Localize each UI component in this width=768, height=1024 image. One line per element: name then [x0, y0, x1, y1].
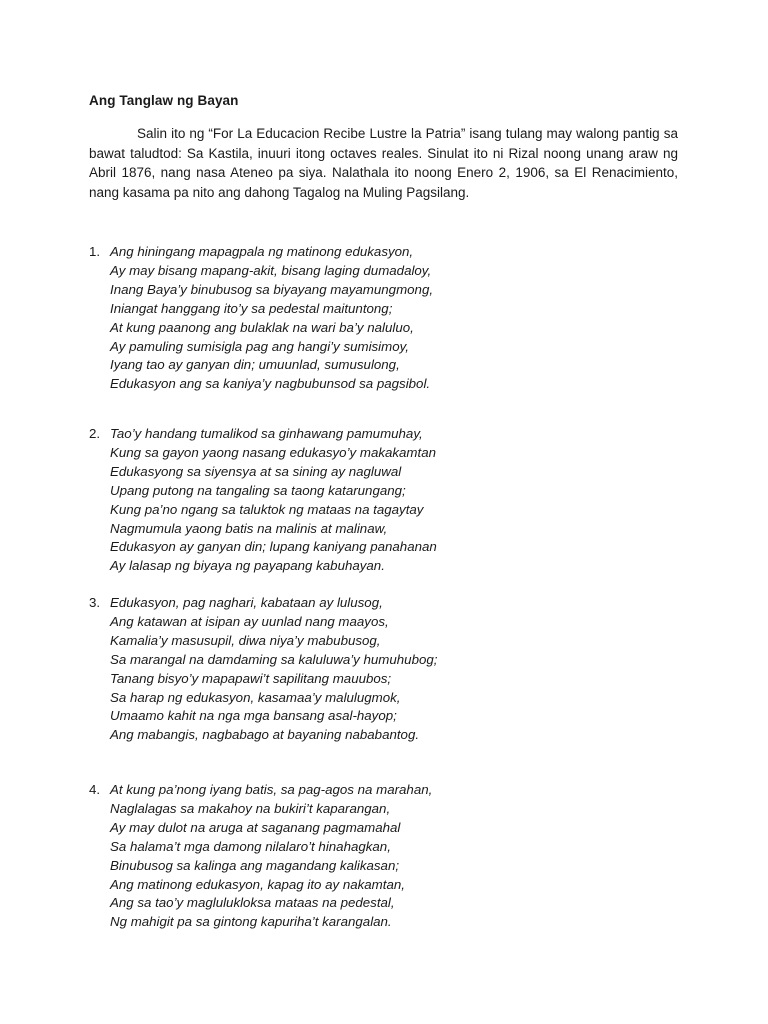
stanza-lines — [110, 243, 689, 394]
stanza-lines — [110, 781, 689, 932]
poem-stanza — [89, 243, 689, 394]
poem-line: Edukasyon ang sa kaniya’y nagbubunsod sa pagsibol. — [110, 376, 431, 392]
poem-line: Ng mahigit pa sa gintong kapuriha’t karangalan. — [110, 914, 392, 930]
stanza-lines — [110, 594, 689, 745]
poem-stanza — [89, 425, 689, 576]
poem-line: Ay lalasap ng biyaya ng payapang kabuhayan. — [110, 558, 385, 574]
poem-line: Kamalia’y masusupil, diwa niya’y mabubusog, — [110, 632, 381, 648]
poem-line: Ay pamuling sumisigla pag ang hangi’y sumisimoy, — [110, 338, 409, 354]
poem-line: Sa halama’t mga damong nilalaro’t hinahagkan, — [110, 838, 391, 854]
stanza-lines — [110, 425, 689, 576]
poem-stanza — [89, 594, 689, 745]
poem-line: Tanang bisyo’y mapapawi’t sapilitang mauubos; — [110, 670, 392, 686]
poem-line: Binubusog sa kalinga ang magandang kalikasan; — [110, 857, 400, 873]
poem-line: Upang putong na tangaling sa taong katarungang; — [110, 482, 406, 498]
stanza-number: 4. — [89, 782, 101, 797]
stanza-number: 2. — [89, 426, 101, 441]
poem-line: At kung pa’nong iyang batis, sa pag-agos na marahan, — [110, 782, 433, 797]
poem-line: Edukasyong sa siyensya at sa sining ay nagluwal — [110, 463, 402, 479]
poem-line: Ang sa tao’y maglulukloksa mataas na pedestal, — [110, 895, 395, 911]
poem-line: Nagmumula yaong batis na malinis at malinaw, — [110, 520, 388, 536]
poem-line: Kung sa gayon yaong nasang edukasyo’y makakamtan — [110, 444, 436, 460]
poem-line: Sa marangal na damdaming sa kaluluwa’y humuhubog; — [110, 651, 438, 667]
poem-line: Ang katawan at isipan ay uunlad nang maayos, — [110, 613, 389, 629]
intro-paragraph: Salin ito ng “For La Educacion Recibe Lustre la Patria” isang tulang may walong pantig sa bawat taludtod: Sa Kastila, inuuri itong octaves reales. Sinulat ito ni Rizal noong unang araw ng Abril 1876, nang nasa Ateneo pa siya. Nalathala ito noong Enero 2, 1906, sa El Renacimiento, nang kasama pa nito ang dahong Tagalog na Muling Pagsilang. — [89, 126, 678, 200]
poem-line: Naglalagas sa makahoy na bukiri’t kaparangan, — [110, 800, 391, 816]
poem-line: Ang matinong edukasyon, kapag ito ay nakamtan, — [110, 876, 405, 892]
poem-line: Tao’y handang tumalikod sa ginhawang pamumuhay, — [110, 426, 423, 441]
poem-line: Ang hiningang mapagpala ng matinong edukasyon, — [110, 244, 414, 259]
poem-line: Sa harap ng edukasyon, kasamaa’y malulugmok, — [110, 689, 401, 705]
poem-line: At kung paanong ang bulaklak na wari ba’y naluluo, — [110, 319, 414, 335]
poem-line: Kung pa’no ngang sa taluktok ng mataas na tagaytay — [110, 501, 424, 517]
poem-stanza — [89, 781, 689, 932]
poem-line: Ang mabangis, nagbabago at bayaning nababantog. — [110, 727, 420, 743]
document-title: Ang Tanglaw ng Bayan — [89, 93, 239, 108]
poem-line: Umaamo kahit na nga mga bansang asal-hayop; — [110, 708, 397, 724]
stanza-number: 3. — [89, 595, 101, 610]
poem-line: Edukasyon ay ganyan din; lupang kaniyang panahanan — [110, 539, 437, 555]
poem-line: Ay may bisang mapang-akit, bisang laging dumadaloy, — [110, 262, 432, 278]
poem-line: Inang Baya’y binubusog sa biyayang mayamungmong, — [110, 281, 434, 297]
poem-line: Iniangat hanggang ito’y sa pedestal maituntong; — [110, 300, 393, 316]
poem-line: Iyang tao ay ganyan din; umuunlad, sumusulong, — [110, 357, 400, 373]
stanza-number: 1. — [89, 244, 101, 259]
poem-line: Ay may dulot na aruga at saganang pagmamahal — [110, 819, 401, 835]
poem-line: Edukasyon, pag naghari, kabataan ay lulusog, — [110, 595, 383, 610]
